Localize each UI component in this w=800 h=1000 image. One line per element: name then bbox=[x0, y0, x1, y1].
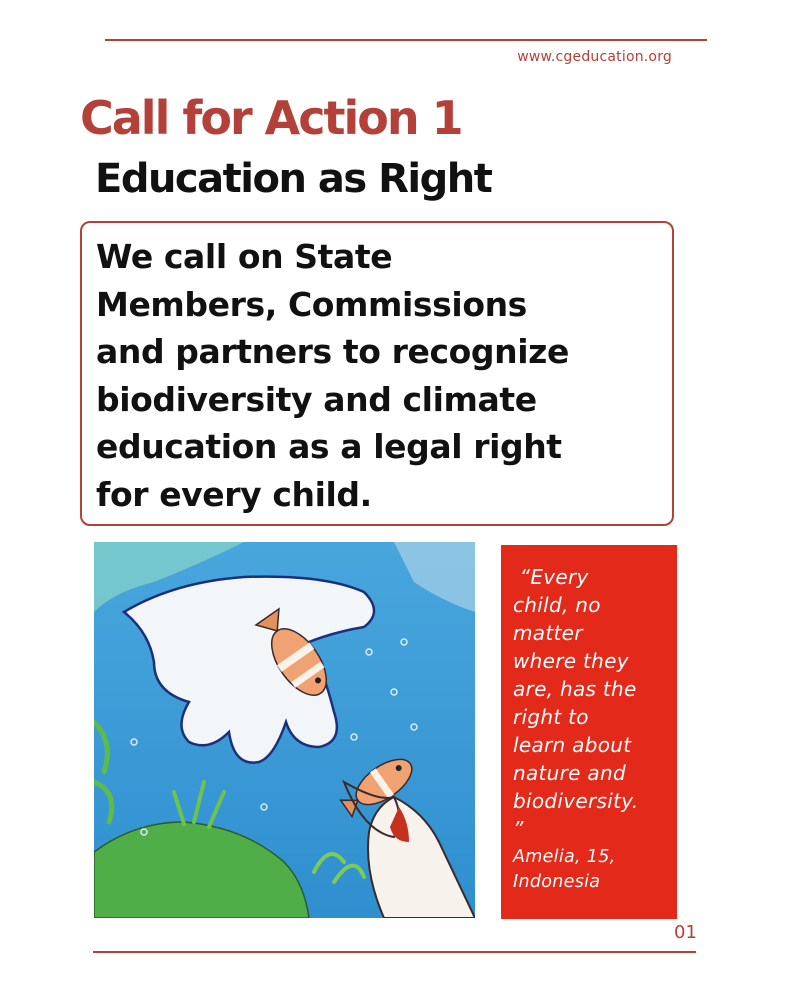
quote-author bbox=[513, 845, 673, 895]
page-number: 01 bbox=[674, 922, 697, 943]
quote-line: matter bbox=[513, 621, 583, 645]
bottom-divider bbox=[93, 951, 696, 953]
callout-line: education as a legal right bbox=[96, 427, 562, 466]
quote-line: learn about bbox=[513, 733, 632, 757]
quote-line: where they bbox=[513, 649, 629, 673]
quote-line: biodiversity. bbox=[513, 789, 639, 813]
callout-box bbox=[80, 221, 674, 526]
quote-line: ” bbox=[513, 817, 524, 841]
callout-line: and partners to recognize bbox=[96, 332, 569, 371]
callout-line: for every child. bbox=[96, 474, 372, 514]
callout-line: Members, Commissions bbox=[96, 284, 527, 324]
quote-line: “Every bbox=[513, 565, 589, 589]
quote-author-line: Indonesia bbox=[513, 872, 601, 892]
child-painting-illustration bbox=[94, 542, 475, 918]
quote-line: child, no bbox=[513, 593, 601, 617]
quote-line: right to bbox=[513, 705, 589, 729]
page-title: Call for Action 1 bbox=[80, 91, 462, 145]
callout-line: We call on State bbox=[96, 237, 393, 276]
quote-line: are, has the bbox=[513, 677, 637, 701]
quote-box bbox=[501, 545, 677, 919]
quote-author-line: Amelia, 15, bbox=[513, 847, 616, 867]
quote-line: nature and bbox=[513, 761, 626, 785]
callout-line: biodiversity and climate bbox=[96, 379, 537, 419]
quote-text bbox=[513, 563, 673, 843]
website-url[interactable]: www.cgeducation.org bbox=[517, 49, 672, 65]
page-subtitle: Education as Right bbox=[95, 156, 492, 202]
top-divider bbox=[105, 39, 707, 41]
callout-text bbox=[96, 233, 671, 518]
